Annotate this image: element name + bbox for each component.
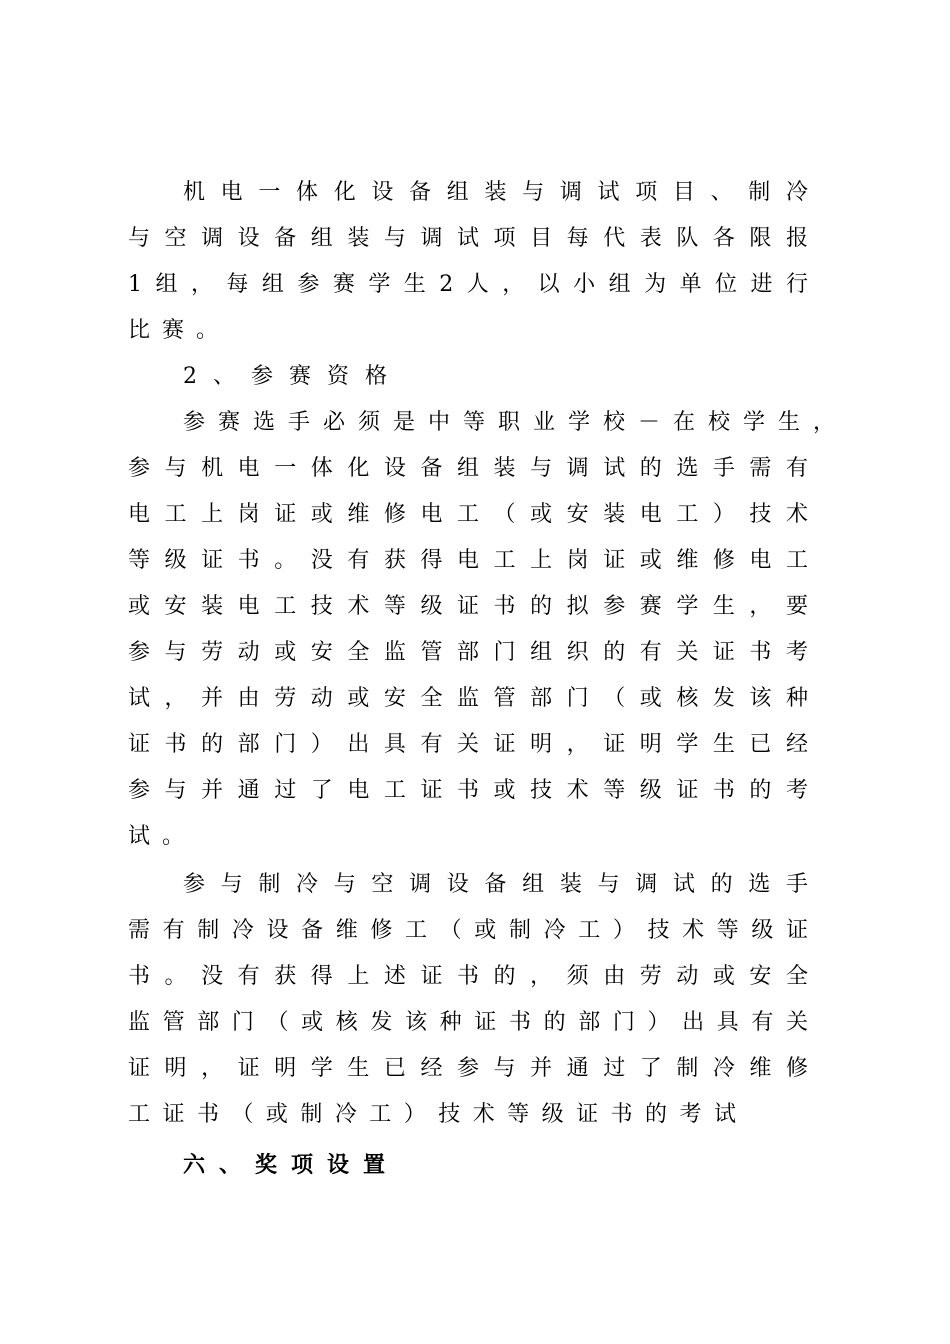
- paragraph-line: 或安装电工技术等级证书的拟参赛学生，要: [128, 594, 808, 619]
- paragraph-line: 需有制冷设备维修工（或制冷工）技术等级证: [128, 918, 808, 943]
- paragraph-line: 证明，证明学生已经参与并通过了制冷维修: [128, 1056, 808, 1081]
- section-heading-awards: 六、奖项设置: [183, 1152, 400, 1178]
- paragraph-line: 与空调设备组装与调试项目每代表队各限报: [128, 226, 808, 251]
- paragraph-line: 工证书（或制冷工）技术等级证书的考试: [128, 1102, 736, 1127]
- paragraph-line: 参赛选手必须是中等职业学校－在校学生，: [183, 410, 835, 435]
- paragraph-line: 等级证书。没有获得电工上岗证或维修电工: [128, 548, 808, 573]
- paragraph-line: 1组，每组参赛学生2人，以小组为单位进行: [128, 272, 808, 297]
- paragraph-line: 电工上岗证或维修电工（或安装电工）技术: [128, 502, 808, 527]
- paragraph-line: 证书的部门）出具有关证明，证明学生已经: [128, 732, 808, 757]
- paragraph-line: 机电一体化设备组装与调试项目、制冷: [183, 180, 808, 205]
- paragraph-line: 监管部门（或核发该种证书的部门）出具有关: [128, 1010, 808, 1035]
- paragraph-line: 参与并通过了电工证书或技术等级证书的考: [128, 778, 808, 803]
- paragraph-line: 参与劳动或安全监管部门组织的有关证书考: [128, 640, 808, 665]
- paragraph-line: 书。没有获得上述证书的，须由劳动或安全: [128, 964, 808, 989]
- paragraph-line: 试。: [128, 824, 197, 849]
- paragraph-line: 参与机电一体化设备组装与调试的选手需有: [128, 456, 808, 481]
- subheading-eligibility: 2、参赛资格: [183, 364, 403, 389]
- paragraph-line: 试，并由劳动或安全监管部门（或核发该种: [128, 686, 808, 711]
- paragraph-line: 参与制冷与空调设备组装与调试的选手: [183, 872, 808, 897]
- paragraph-line: 比赛。: [128, 318, 231, 343]
